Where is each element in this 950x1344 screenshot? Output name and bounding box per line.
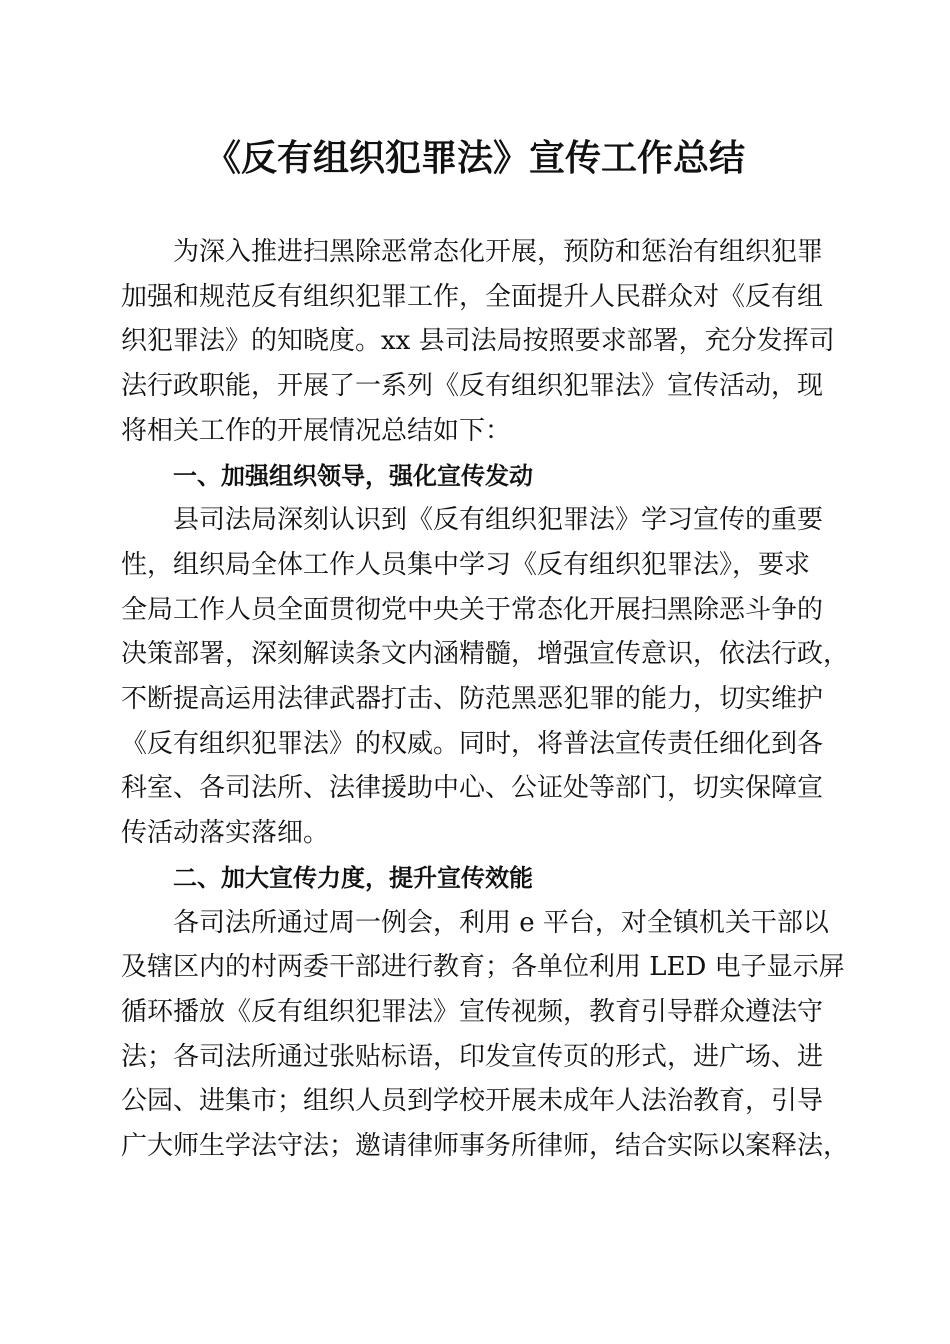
- text-line: 织犯罪法》的知晓度。xx 县司法局按照要求部署，充分发挥司: [121, 326, 835, 357]
- text-line: 法行政职能，开展了一系列《反有组织犯罪法》宣传活动，现: [121, 371, 824, 402]
- text-line: 传活动落实落细。: [121, 818, 330, 849]
- text-line: 为深入推进扫黑除恶常态化开展，预防和惩治有组织犯罪: [173, 237, 824, 267]
- intro-paragraph: [121, 230, 835, 454]
- text-line: 公园、进集市；组织人员到学校开展未成年人法治教育，引导: [121, 1086, 824, 1117]
- document-body: [121, 230, 850, 1169]
- text-line: 科室、各司法所、法律援助中心、公证处等部门，切实保障宣: [121, 773, 824, 804]
- text-line: 循环播放《反有组织犯罪法》宣传视频，教育引导群众遵法守: [121, 996, 824, 1027]
- section-2-paragraph: [121, 901, 850, 1169]
- section-1-paragraph: [121, 498, 850, 856]
- text-line: 《反有组织犯罪法》的权威。同时，将普法宣传责任细化到各: [121, 728, 824, 759]
- text-line: 法；各司法所通过张贴标语，印发宣传页的形式，进广场、进: [121, 1041, 824, 1072]
- text-line: 不断提高运用法律武器打击、防范黑恶犯罪的能力，切实维护: [121, 684, 824, 715]
- text-line: 县司法局深刻认识到《反有组织犯罪法》学习宣传的重要: [173, 505, 824, 536]
- text-line: 将相关工作的开展情况总结如下：: [121, 415, 512, 446]
- document-title: 《反有组织犯罪法》宣传工作总结: [204, 137, 745, 179]
- text-line: 加强和规范反有组织犯罪工作，全面提升人民群众对《反有组: [121, 281, 824, 312]
- text-line: 性，组织局全体工作人员集中学习《反有组织犯罪法》，要求: [121, 549, 811, 580]
- text-line: 全局工作人员全面贯彻党中央关于常态化开展扫黑除恶斗争的: [121, 594, 824, 625]
- text-line: 各司法所通过周一例会，利用 e 平台，对全镇机关干部以: [173, 907, 829, 938]
- text-line: 决策部署，深刻解读条文内涵精髓，增强宣传意识，依法行政，: [121, 639, 850, 670]
- section-heading-1: 一、加强组织领导，强化宣传发动: [173, 461, 533, 490]
- text-line: 广大师生学法守法；邀请律师事务所律师，结合实际以案释法，: [121, 1131, 850, 1162]
- text-line: 及辖区内的村两委干部进行教育；各单位利用 LED 电子显示屏: [121, 952, 845, 983]
- section-heading-2: 二、加大宣传力度，提升宣传效能: [173, 863, 533, 892]
